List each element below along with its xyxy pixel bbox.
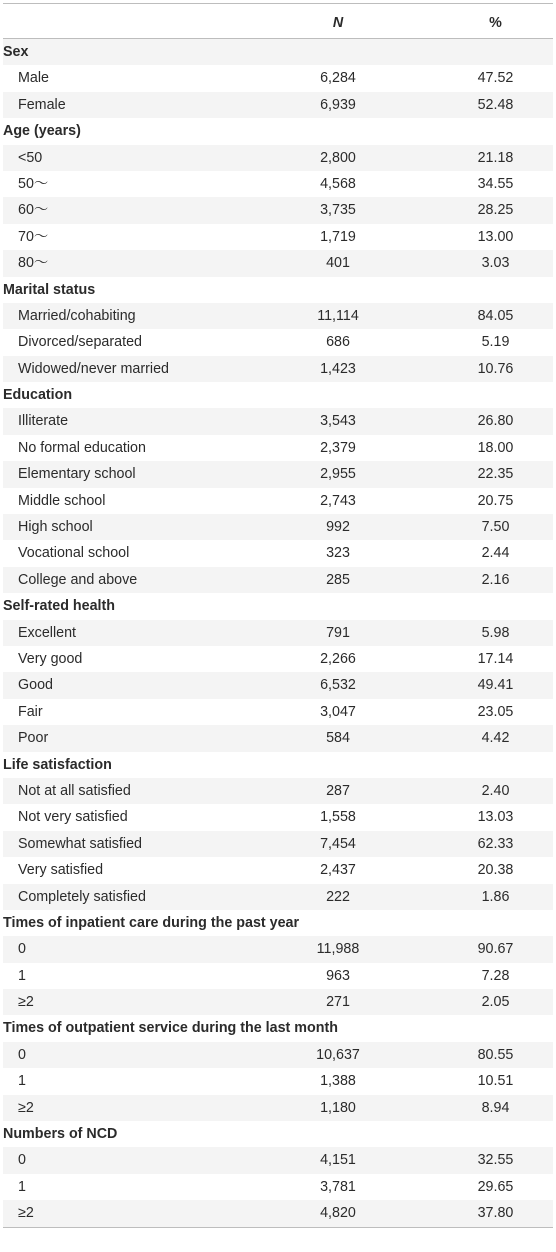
table-row (3, 672, 553, 698)
count-cell: 2,437 (320, 862, 356, 879)
section-row (3, 1015, 553, 1041)
table-row (3, 567, 553, 593)
section-row (3, 277, 553, 303)
section-label: Sex (3, 44, 29, 60)
section-row (3, 1121, 553, 1147)
count-cell: 791 (326, 624, 350, 641)
row-label: 1 (18, 1178, 26, 1195)
row-label: Very good (18, 650, 83, 667)
row-label: 0 (18, 1152, 26, 1169)
row-label: No formal education (18, 439, 146, 456)
table-body (3, 39, 553, 1227)
percent-cell: 28.25 (477, 202, 514, 219)
count-cell: 1,423 (320, 360, 356, 377)
percent-cell: 2.05 (481, 994, 510, 1011)
table-row (3, 224, 553, 250)
table-row (3, 857, 553, 883)
section-row (3, 752, 553, 778)
row-label: ≥2 (18, 994, 34, 1011)
percent-cell: 84.05 (477, 307, 514, 324)
percent-cell: 2.44 (481, 545, 510, 562)
row-label: Female (18, 96, 66, 113)
section-label: Life satisfaction (3, 756, 112, 773)
row-label: Vocational school (18, 545, 130, 562)
row-label: 0 (18, 1046, 26, 1063)
row-label: 50～ (18, 175, 49, 192)
row-label: 60～ (18, 202, 49, 219)
section-label: Self-rated health (3, 598, 116, 615)
percent-cell: 5.19 (481, 334, 510, 351)
table-row (3, 250, 553, 276)
count-cell: 6,939 (320, 96, 356, 113)
section-row (3, 593, 553, 619)
section-label: Age (years) (3, 123, 81, 140)
table-row (3, 1200, 553, 1226)
percent-cell: 90.67 (477, 941, 514, 958)
table-header-row (3, 4, 553, 39)
count-cell: 2,379 (320, 439, 356, 456)
percent-cell: 34.55 (477, 175, 514, 192)
percent-cell: 52.48 (477, 96, 514, 113)
count-cell: 2,266 (320, 650, 356, 667)
count-cell: 11,988 (316, 941, 360, 958)
count-cell: 401 (326, 255, 350, 272)
section-row (3, 39, 553, 65)
table-row (3, 329, 553, 355)
section-label: Numbers of NCD (3, 1126, 118, 1143)
percent-cell: 10.76 (477, 360, 514, 377)
table-row (3, 963, 553, 989)
percent-cell: 37.80 (477, 1205, 514, 1222)
percent-cell: 18.00 (477, 439, 514, 456)
row-label: Widowed/never married (18, 360, 169, 377)
table-row (3, 725, 553, 751)
count-cell: 1,558 (320, 809, 356, 826)
percent-cell: 13.03 (477, 809, 514, 826)
table-row (3, 514, 553, 540)
count-cell: 1,388 (320, 1073, 356, 1090)
table-row (3, 488, 553, 514)
row-label: College and above (18, 571, 138, 588)
table-row (3, 356, 553, 382)
header-n: N (332, 15, 344, 31)
count-cell: 1,180 (320, 1099, 356, 1116)
table-row (3, 92, 553, 118)
count-cell: 4,151 (320, 1152, 356, 1169)
table-row (3, 884, 553, 910)
section-row (3, 118, 553, 144)
section-label: Education (3, 387, 73, 404)
table-row (3, 197, 553, 223)
percent-cell: 62.33 (477, 835, 514, 852)
table-row (3, 540, 553, 566)
percent-cell: 8.94 (481, 1099, 510, 1116)
row-label: ≥2 (18, 1099, 34, 1116)
percent-cell: 20.75 (477, 492, 514, 509)
row-label: Poor (18, 730, 49, 747)
section-label: Marital status (3, 281, 96, 298)
percent-cell: 2.16 (481, 571, 510, 588)
percent-cell: 17.14 (477, 650, 514, 667)
row-label: 1 (18, 967, 26, 984)
table-row (3, 989, 553, 1015)
table-row (3, 171, 553, 197)
table-row (3, 145, 553, 171)
section-label: Times of inpatient care during the past year (3, 914, 300, 931)
percent-cell: 22.35 (477, 466, 514, 483)
row-label: Very satisfied (18, 862, 104, 879)
percent-cell: 5.98 (481, 624, 510, 641)
row-label: 80～ (18, 255, 49, 272)
count-cell: 3,781 (320, 1178, 356, 1195)
row-label: Divorced/separated (18, 334, 142, 351)
row-label: 1 (18, 1073, 26, 1090)
row-label: Somewhat satisfied (18, 835, 142, 852)
row-label: <50 (18, 149, 43, 166)
table-row (3, 620, 553, 646)
row-label: Male (18, 70, 49, 87)
row-label: Middle school (18, 492, 106, 509)
count-cell: 11,114 (317, 307, 359, 324)
percent-cell: 32.55 (477, 1152, 514, 1169)
count-cell: 992 (326, 519, 350, 536)
table-row (3, 831, 553, 857)
table-row (3, 303, 553, 329)
table-row (3, 461, 553, 487)
row-label: Completely satisfied (18, 888, 146, 905)
section-label: Times of outpatient service during the last month (3, 1020, 338, 1037)
count-cell: 4,568 (320, 175, 356, 192)
percent-cell: 23.05 (477, 703, 514, 720)
section-row (3, 910, 553, 936)
percent-cell: 47.52 (477, 70, 514, 87)
row-label: Not at all satisfied (18, 782, 131, 799)
table-row (3, 1147, 553, 1173)
count-cell: 10,637 (316, 1046, 360, 1063)
row-label: High school (18, 519, 93, 536)
count-cell: 2,743 (320, 492, 356, 509)
table-row (3, 1042, 553, 1068)
count-cell: 285 (326, 571, 350, 588)
percent-cell: 4.42 (481, 730, 510, 747)
row-label: Excellent (18, 624, 77, 641)
count-cell: 7,454 (320, 835, 356, 852)
percent-cell: 26.80 (477, 413, 514, 430)
row-label: ≥2 (18, 1205, 34, 1222)
percent-cell: 1.86 (481, 888, 510, 905)
row-label: Not very satisfied (18, 809, 128, 826)
percent-cell: 7.50 (481, 519, 510, 536)
count-cell: 2,800 (320, 149, 356, 166)
table-row (3, 778, 553, 804)
row-label: 70～ (18, 228, 49, 245)
percent-cell: 49.41 (477, 677, 514, 694)
table-row (3, 1095, 553, 1121)
count-cell: 6,532 (320, 677, 356, 694)
table-row (3, 646, 553, 672)
count-cell: 271 (326, 994, 350, 1011)
percent-cell: 10.51 (477, 1073, 514, 1090)
percent-cell: 3.03 (481, 255, 510, 272)
table-row (3, 699, 553, 725)
percent-cell: 7.28 (481, 967, 510, 984)
count-cell: 2,955 (320, 466, 356, 483)
count-cell: 584 (326, 730, 350, 747)
percent-cell: 29.65 (477, 1178, 514, 1195)
count-cell: 963 (326, 967, 350, 984)
percent-cell: 13.00 (477, 228, 514, 245)
row-label: 0 (18, 941, 26, 958)
percent-cell: 2.40 (481, 782, 510, 799)
percent-cell: 20.38 (477, 862, 514, 879)
row-label: Good (18, 677, 53, 694)
count-cell: 6,284 (320, 70, 356, 87)
percent-cell: 80.55 (477, 1046, 514, 1063)
count-cell: 686 (326, 334, 350, 351)
count-cell: 3,735 (320, 202, 356, 219)
header-percent: % (489, 15, 502, 31)
count-cell: 4,820 (320, 1205, 356, 1222)
count-cell: 323 (326, 545, 350, 562)
table-row (3, 1174, 553, 1200)
table-row (3, 804, 553, 830)
row-label: Fair (18, 703, 43, 720)
count-cell: 287 (326, 782, 350, 799)
table-row (3, 1068, 553, 1094)
characteristics-table (3, 3, 553, 1228)
count-cell: 3,543 (320, 413, 356, 430)
row-label: Elementary school (18, 466, 136, 483)
table-row (3, 65, 553, 91)
section-row (3, 382, 553, 408)
count-cell: 1,719 (320, 228, 356, 245)
row-label: Married/cohabiting (18, 307, 136, 324)
table-row (3, 435, 553, 461)
count-cell: 3,047 (320, 703, 356, 720)
table-row (3, 408, 553, 434)
percent-cell: 21.18 (477, 149, 514, 166)
count-cell: 222 (326, 888, 350, 905)
table-row (3, 936, 553, 962)
row-label: Illiterate (18, 413, 69, 430)
